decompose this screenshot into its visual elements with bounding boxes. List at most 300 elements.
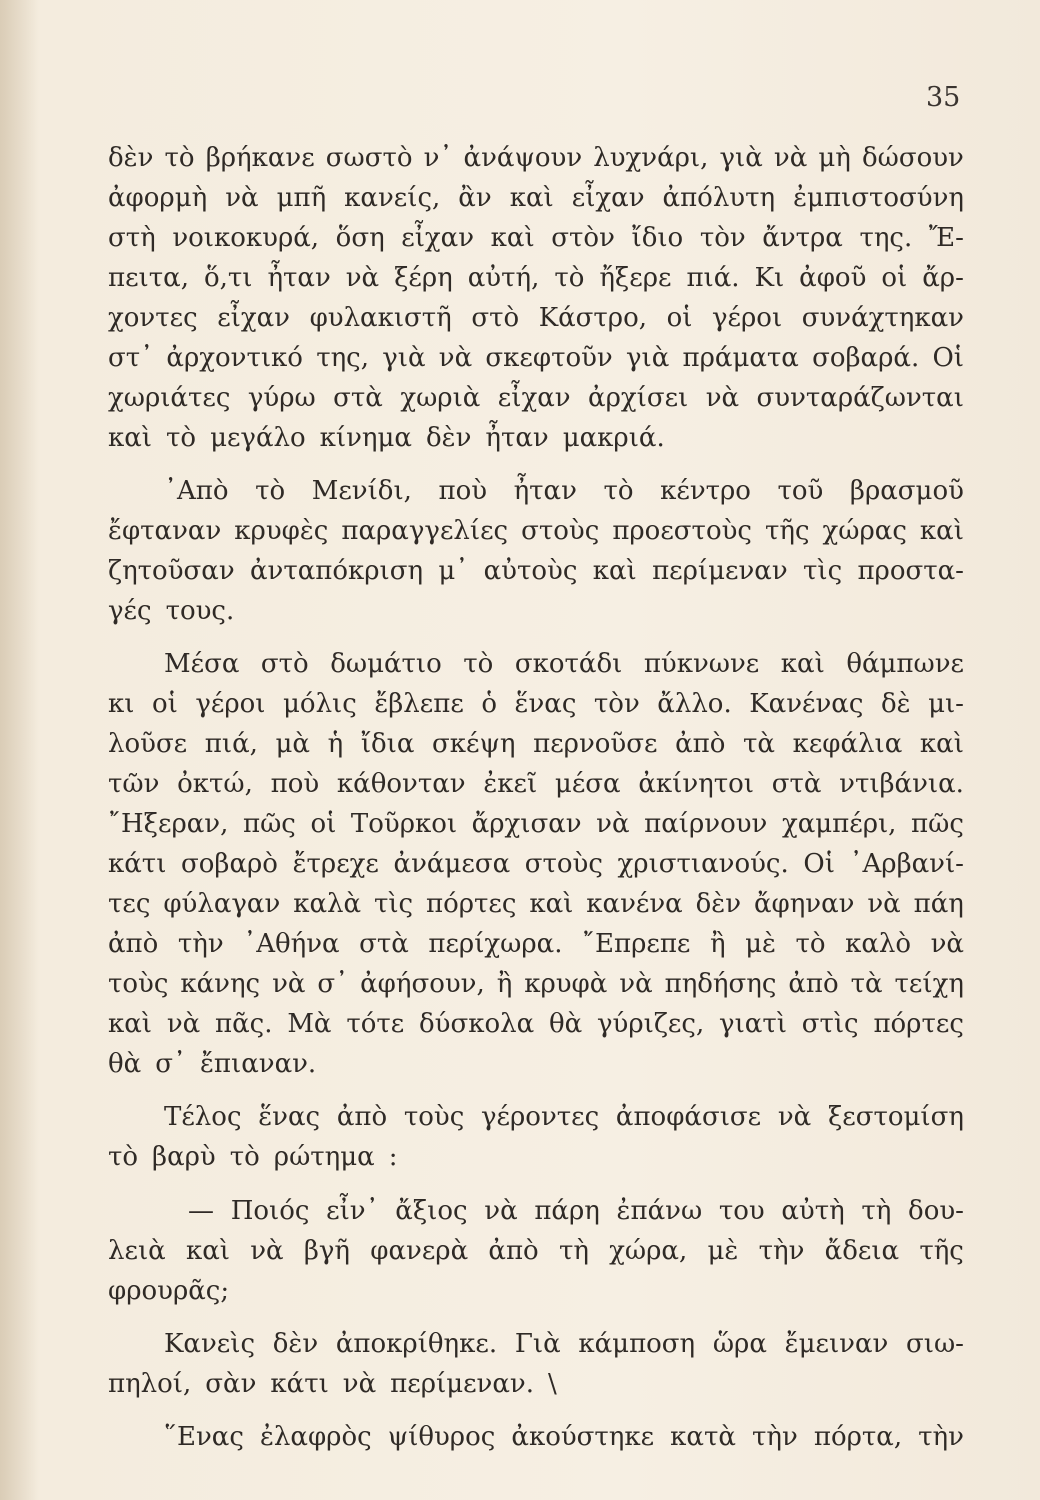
word: ρώτημα <box>273 1142 375 1172</box>
word: ἄλλο. <box>657 689 732 719</box>
word: τὸ <box>603 476 634 506</box>
word: στὶς <box>801 1009 859 1039</box>
word: εἶν᾽ <box>326 1196 379 1226</box>
word: ξεστομίση <box>827 1102 964 1132</box>
word: ἀκούστηκε <box>511 1422 655 1452</box>
word: καὶ <box>108 423 153 453</box>
word: ἕνας <box>514 689 577 719</box>
word: πάη <box>913 889 964 919</box>
word: κεφάλια <box>792 729 903 759</box>
page-number: 35 <box>926 82 961 113</box>
word: θὰ <box>548 1009 583 1039</box>
word: σκοτάδι <box>514 649 623 679</box>
word: δὲν <box>425 423 472 453</box>
text-line <box>108 1044 964 1084</box>
text-line <box>108 511 964 551</box>
word: φανερὰ <box>370 1236 469 1266</box>
word: περνοῦσε <box>533 729 658 759</box>
word: περίχωρα. <box>428 929 563 959</box>
word: νὰ <box>705 383 740 413</box>
word: του <box>718 1196 765 1226</box>
word: Ἔ- <box>928 223 964 253</box>
word: χώρα, <box>609 1236 688 1266</box>
word: στὰ <box>771 769 822 799</box>
word: οἱ <box>310 809 337 839</box>
word: τὸν <box>593 689 640 719</box>
word: πράματα <box>682 343 799 373</box>
word: καὶ <box>108 1009 153 1039</box>
word: νὰ <box>166 1009 201 1039</box>
word: καὶ <box>509 183 554 213</box>
word: γιὰ <box>382 343 426 373</box>
word: γές <box>108 596 152 626</box>
word: τὸ <box>229 1142 260 1172</box>
word: ἄρχισαν <box>471 809 582 839</box>
word: μόλις <box>283 689 357 719</box>
word: καλὰ <box>293 889 362 919</box>
word: ἐπάνω <box>616 1196 703 1226</box>
word: κρυφὲς <box>234 516 329 546</box>
word: περίμεναν <box>652 556 788 586</box>
word: κανένα <box>586 889 683 919</box>
word: ἀπὸ <box>336 1102 388 1132</box>
word: πηλοί, <box>108 1369 192 1399</box>
word: φρουρᾶς; <box>108 1276 230 1306</box>
text-line <box>108 471 964 511</box>
word: κάτι <box>108 849 167 879</box>
word: νὰ <box>438 343 473 373</box>
word: μεγάλο <box>210 423 306 453</box>
word: ὅ,τι <box>203 263 253 293</box>
word: κίνημα <box>319 423 412 453</box>
word: στ᾽ <box>108 343 154 373</box>
word: ἔβλεπε <box>374 689 464 719</box>
word: ἀρχίσει <box>588 383 689 413</box>
word: οἱ <box>666 303 693 333</box>
word: ἀνταπόκριση <box>249 556 424 586</box>
word: ποὺ <box>270 769 320 799</box>
word: δὲ <box>880 689 911 719</box>
word: \ <box>548 1369 557 1399</box>
word: τὸ <box>166 423 197 453</box>
word: σ᾽ <box>155 1049 186 1079</box>
word: μέσα <box>554 769 621 799</box>
word: στοὺς <box>524 849 603 879</box>
word: προεστοὺς <box>612 516 752 546</box>
word: νὰ <box>250 1236 284 1266</box>
word: στὰ <box>359 929 409 959</box>
word: ἤξερε <box>599 263 672 293</box>
word: αὐτὴ <box>781 1196 845 1226</box>
word: Οἱ <box>932 343 964 373</box>
word: ἄδεια <box>824 1236 900 1266</box>
page-gutter-shadow <box>0 0 38 1500</box>
word: καὶ <box>490 223 535 253</box>
body-text <box>108 138 964 1457</box>
word: πᾶς. <box>215 1009 273 1039</box>
word: Κανεὶς <box>164 1329 256 1359</box>
word: ᾿Αθήνα <box>243 929 340 959</box>
word: γύρω <box>247 383 316 413</box>
word: χώρας <box>822 516 907 546</box>
word: ζητοῦσαν <box>108 556 235 586</box>
word: νὰ <box>342 1369 377 1399</box>
text-line <box>108 764 964 804</box>
word: μακριά. <box>562 423 665 453</box>
word: νὰ <box>345 263 380 293</box>
word: ἀκίνητοι <box>638 769 754 799</box>
word: καὶ <box>919 729 964 759</box>
word: θὰ <box>108 1049 142 1079</box>
word: τὰ <box>850 969 883 999</box>
word: περίμεναν. <box>390 1369 534 1399</box>
word: Κι <box>754 263 785 293</box>
word: σ᾽ <box>317 969 349 999</box>
text-line <box>108 418 964 458</box>
word: κάτι <box>270 1369 329 1399</box>
text-line <box>108 218 964 258</box>
text-line <box>108 1364 964 1404</box>
word: στὸ <box>260 649 309 679</box>
text-line <box>108 804 964 844</box>
word: μι- <box>928 689 964 719</box>
word: ὥρα <box>712 1329 767 1359</box>
word: εἶχαν <box>497 383 571 413</box>
text-line <box>108 1004 964 1044</box>
word: ἀφορμὴ <box>108 183 208 213</box>
text-line <box>108 724 964 764</box>
word: ῞Ενας <box>164 1422 244 1452</box>
word: ᾿Αρβανί- <box>849 849 964 879</box>
word: κάθονταν <box>336 769 466 799</box>
text-line <box>108 591 964 631</box>
word: ἄρ- <box>922 263 964 293</box>
word: ποὺ <box>438 476 488 506</box>
word: νὰ <box>777 1102 812 1132</box>
word: ἄφηναν <box>753 889 855 919</box>
word: στὸ <box>471 303 520 333</box>
text-line <box>108 258 964 298</box>
word: ὀκτώ, <box>177 769 253 799</box>
word: τὰ <box>743 729 775 759</box>
word: ἀνάψουν <box>463 143 583 173</box>
word: ἐλαφρὸς <box>259 1422 372 1452</box>
word: χωριάτες <box>108 383 231 413</box>
word: — <box>188 1196 214 1226</box>
word: πῶς <box>242 809 296 839</box>
word: χριστιανούς. <box>617 849 789 879</box>
word: ἂν <box>458 183 492 213</box>
word: πάρη <box>534 1196 600 1226</box>
word: νὰ <box>619 969 653 999</box>
word: ἀπόλυτη <box>662 183 776 213</box>
word: σωστὸ <box>325 143 413 173</box>
word: στὰ <box>333 383 383 413</box>
word: δύσκολα <box>419 1009 535 1039</box>
word: τῆς <box>919 1236 964 1266</box>
word: εἶχαν <box>571 183 645 213</box>
word: πιά, <box>204 729 258 759</box>
word: τοῦ <box>777 476 824 506</box>
word: ἀπὸ <box>675 729 726 759</box>
text-line <box>108 1417 964 1457</box>
word: ἔμειναν <box>784 1329 889 1359</box>
word: ἀπὸ <box>488 1236 539 1266</box>
text-line <box>108 138 964 178</box>
word: καλὸ <box>845 929 912 959</box>
word: ἄξιος <box>395 1196 468 1226</box>
word: στὸν <box>551 223 615 253</box>
word: καὶ <box>592 556 637 586</box>
word: ἀπὸ <box>788 969 839 999</box>
word: χαμπέρι, <box>781 809 897 839</box>
word: πόρτα, <box>813 1422 903 1452</box>
word: ἢ <box>496 969 513 999</box>
text-line <box>108 1231 964 1271</box>
word: νὰ <box>773 143 808 173</box>
word: νὰ <box>930 929 964 959</box>
word: τὴν <box>752 1422 798 1452</box>
word: ν᾽ <box>423 143 453 173</box>
word: ἀπὸ <box>108 929 159 959</box>
word: τὸ <box>108 1142 139 1172</box>
word: ἦταν <box>485 423 549 453</box>
word: νὰ <box>225 183 259 213</box>
word: ἔτρεχε <box>292 849 379 879</box>
word: καὶ <box>185 1236 230 1266</box>
word: γιατὶ <box>719 1009 787 1039</box>
word: Γιὰ <box>514 1329 561 1359</box>
word: εἶχαν <box>217 303 290 333</box>
word: Κανένας <box>749 689 864 719</box>
word: συνάχτηκαν <box>801 303 964 333</box>
word: δωμάτιο <box>330 649 442 679</box>
word: τὴ <box>558 1236 589 1266</box>
word: μὴ <box>818 143 851 173</box>
word: μπῆ <box>276 183 327 213</box>
word: πηδήσης <box>664 969 777 999</box>
text-line <box>108 884 964 924</box>
text-line <box>108 1137 964 1177</box>
word: σὰν <box>205 1369 257 1399</box>
word: ψίθυρος <box>387 1422 496 1452</box>
word: ὅση <box>335 223 385 253</box>
word: πειτα, <box>108 263 189 293</box>
word: Ποιός <box>230 1196 310 1226</box>
word: δὲν <box>695 889 742 919</box>
word: λυχνάρι, <box>593 143 709 173</box>
word: κάνης <box>180 969 261 999</box>
word: ῎Επρεπε <box>582 929 691 959</box>
word: τοὺς <box>403 1102 465 1132</box>
word: αὐτοὺς <box>483 556 578 586</box>
word: παραγγελίες <box>341 516 509 546</box>
word: νὰ <box>867 889 901 919</box>
word: κι <box>108 689 135 719</box>
word: καὶ <box>529 889 574 919</box>
word: κανείς, <box>344 183 441 213</box>
word: χοντες <box>108 303 198 333</box>
word: ντιβάνια. <box>839 769 964 799</box>
word: δὲν <box>108 143 154 173</box>
word: ξέρη <box>394 263 453 293</box>
word: ἦταν <box>513 476 577 506</box>
text-line <box>108 178 964 218</box>
word: ἀφήσουν, <box>360 969 485 999</box>
word: ἔφταναν <box>108 516 222 546</box>
word: ἀποφάσισε <box>615 1102 762 1132</box>
word: νὰ <box>272 969 306 999</box>
word: πῶς <box>911 809 964 839</box>
word: τους. <box>165 596 235 626</box>
word: ἴδιο <box>631 223 684 253</box>
word: σιω- <box>906 1329 964 1359</box>
word: τὴ <box>861 1196 892 1226</box>
word: της. <box>859 223 913 253</box>
word: ἀφοῦ <box>799 263 867 293</box>
word: καὶ <box>780 649 825 679</box>
word: τὸ <box>255 476 286 506</box>
word: ἄντρα <box>762 223 843 253</box>
word: ἕνας <box>258 1102 321 1132</box>
word: κρυφὰ <box>524 969 608 999</box>
word: Μενίδι, <box>311 476 412 506</box>
text-line <box>108 644 964 684</box>
text-line <box>108 964 964 1004</box>
text-line <box>108 1271 964 1311</box>
word: μὲ <box>707 1236 739 1266</box>
word: συνταράζωνται <box>756 383 964 413</box>
word: γιὰ <box>719 143 763 173</box>
word: μ᾽ <box>438 556 469 586</box>
word: ὁ <box>481 689 497 719</box>
word: λειὰ <box>108 1236 166 1266</box>
word: στοὺς <box>521 516 600 546</box>
word: ἀποκρίθηκε. <box>335 1329 498 1359</box>
word: εἶχαν <box>401 223 475 253</box>
word: τὸ <box>554 263 585 293</box>
word: νοικοκυρά, <box>172 223 320 253</box>
word: οἱ <box>151 689 178 719</box>
word: δου- <box>908 1196 964 1226</box>
word: πιά. <box>686 263 740 293</box>
word: τες <box>108 889 151 919</box>
word: μὲ <box>745 929 776 959</box>
word: τὴν <box>177 929 224 959</box>
word: τὸ <box>164 143 195 173</box>
word: θάμπωνε <box>846 649 964 679</box>
word: γιὰ <box>625 343 670 373</box>
word: οἱ <box>881 263 908 293</box>
word: αὐτή, <box>467 263 540 293</box>
word: πύκνωνε <box>643 649 760 679</box>
word: κάμποση <box>578 1329 696 1359</box>
word: ἡ <box>327 729 344 759</box>
word: γέροντες <box>481 1102 600 1132</box>
word: βρήκανε <box>205 143 315 173</box>
word: πόρτες <box>425 889 517 919</box>
word: στὴ <box>108 223 156 253</box>
word: δὲν <box>272 1329 319 1359</box>
word: ἀρχοντικό <box>166 343 303 373</box>
word: τὴν <box>758 1236 805 1266</box>
word: ἐκεῖ <box>483 769 538 799</box>
word: Οἱ <box>803 849 835 879</box>
word: τὴν <box>918 1422 964 1452</box>
word: σκεφτοῦν <box>485 343 613 373</box>
word: σοβαρὸ <box>181 849 278 879</box>
word: τότε <box>346 1009 405 1039</box>
word: χωριὰ <box>400 383 481 413</box>
word: προστα- <box>857 556 964 586</box>
text-line <box>108 844 964 884</box>
word: σκέψη <box>432 729 516 759</box>
word: κατὰ <box>670 1422 736 1452</box>
word: τὶς <box>802 556 843 586</box>
word: μὰ <box>275 729 310 759</box>
word: φυλακιστῆ <box>309 303 452 333</box>
word: Μέσα <box>164 649 240 679</box>
word: Μὰ <box>287 1009 332 1039</box>
text-line <box>108 1097 964 1137</box>
word: ῎Ηξεραν, <box>108 809 229 839</box>
word: : <box>388 1142 398 1172</box>
word: ἐμπιστοσύνη <box>793 183 964 213</box>
text-line <box>108 378 964 418</box>
word: Τοῦρκοι <box>350 809 458 839</box>
word: παίρνουν <box>644 809 768 839</box>
word: γύριζες, <box>597 1009 705 1039</box>
word: Τέλος <box>164 1102 242 1132</box>
word: κέντρο <box>660 476 751 506</box>
word: τὸ <box>795 929 826 959</box>
word: τῆς <box>764 516 810 546</box>
word: ἦταν <box>267 263 331 293</box>
word: τὶς <box>373 889 414 919</box>
word: τείχη <box>894 969 964 999</box>
word: της, <box>316 343 369 373</box>
word: φύλαγαν <box>163 889 281 919</box>
word: ἢ <box>709 929 726 959</box>
text-line <box>108 338 964 378</box>
text-line <box>108 684 964 724</box>
word: τοὺς <box>108 969 169 999</box>
word: πόρτες <box>873 1009 964 1039</box>
word: καὶ <box>919 516 964 546</box>
word: Κάστρο, <box>538 303 648 333</box>
text-line <box>108 298 964 338</box>
text-line <box>108 924 964 964</box>
word: ἀνάμεσα <box>393 849 511 879</box>
word: τὸ <box>463 649 494 679</box>
word: ἔπιαναν. <box>199 1049 317 1079</box>
word: βαρὺ <box>152 1142 216 1172</box>
word: βρασμοῦ <box>849 476 964 506</box>
word: δώσουν <box>861 143 964 173</box>
dialogue-line <box>108 1191 964 1231</box>
word: γέροι <box>712 303 783 333</box>
word: λοῦσε <box>108 729 188 759</box>
text-line <box>108 551 964 591</box>
word: νὰ <box>596 809 630 839</box>
word: ᾿Απὸ <box>164 476 229 506</box>
word: βγῆ <box>303 1236 350 1266</box>
word: ἴδια <box>360 729 415 759</box>
word: σοβαρά. <box>812 343 920 373</box>
word: τὸν <box>699 223 746 253</box>
word: τῶν <box>108 769 160 799</box>
word: νὰ <box>484 1196 518 1226</box>
